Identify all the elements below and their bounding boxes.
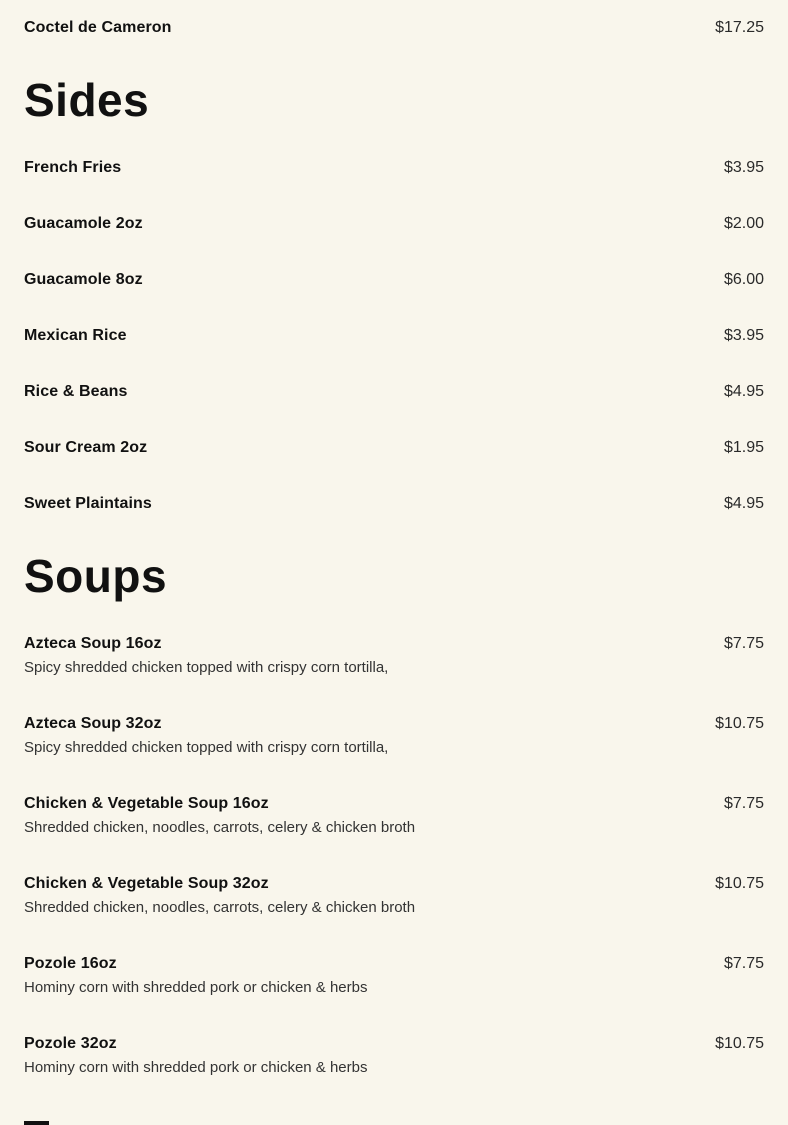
menu-item-price: $4.95 bbox=[723, 495, 764, 512]
menu-item[interactable] bbox=[24, 213, 764, 235]
menu-item-description: Spicy shredded chicken topped with crispy corn tortilla, bbox=[24, 739, 389, 756]
menu-item[interactable] bbox=[24, 325, 764, 347]
menu-item-name: Coctel de Cameron bbox=[24, 19, 172, 36]
menu-item[interactable] bbox=[24, 633, 764, 679]
menu-item-description: Hominy corn with shredded pork or chicken & herbs bbox=[24, 979, 368, 996]
menu-item[interactable] bbox=[24, 17, 764, 39]
menu-item-name: Azteca Soup 16oz bbox=[24, 635, 162, 652]
menu-item-price: $10.75 bbox=[715, 715, 764, 732]
menu-item-name: Azteca Soup 32oz bbox=[24, 715, 162, 732]
menu-item-name: Chicken & Vegetable Soup 16oz bbox=[24, 795, 269, 812]
menu-item-price: $3.95 bbox=[723, 159, 764, 176]
menu-item[interactable] bbox=[24, 953, 764, 999]
menu-item-name: Mexican Rice bbox=[24, 327, 127, 344]
menu-item-name: Pozole 32oz bbox=[24, 1035, 117, 1052]
menu-item-name: Sweet Plaintains bbox=[24, 495, 152, 512]
menu-item[interactable] bbox=[24, 269, 764, 291]
menu-item-name: French Fries bbox=[24, 159, 122, 176]
menu-item-price: $1.95 bbox=[723, 439, 764, 456]
menu-item-description: Shredded chicken, noodles, carrots, celery & chicken broth bbox=[24, 899, 416, 916]
menu-item[interactable] bbox=[24, 437, 764, 459]
menu-item-name: Chicken & Vegetable Soup 32oz bbox=[24, 875, 269, 892]
section-title-soups: Soups bbox=[24, 550, 168, 602]
menu-item-description: Spicy shredded chicken topped with crispy corn tortilla, bbox=[24, 659, 389, 676]
menu-item-name: Guacamole 2oz bbox=[24, 215, 143, 232]
menu-item[interactable] bbox=[24, 1033, 764, 1079]
menu-item-price: $3.95 bbox=[723, 327, 764, 344]
menu-item-name: Rice & Beans bbox=[24, 383, 128, 400]
menu-item-name: Pozole 16oz bbox=[24, 955, 117, 972]
menu-item-name: Sour Cream 2oz bbox=[24, 439, 148, 456]
menu-item[interactable] bbox=[24, 381, 764, 403]
menu-item[interactable] bbox=[24, 873, 764, 919]
menu-item-price: $10.75 bbox=[715, 875, 764, 892]
menu-item-description: Hominy corn with shredded pork or chicken & herbs bbox=[24, 1059, 368, 1076]
menu-item-description: Shredded chicken, noodles, carrots, celery & chicken broth bbox=[24, 819, 416, 836]
menu-item[interactable] bbox=[24, 713, 764, 759]
next-section-heading-fragment bbox=[24, 1121, 49, 1125]
menu-item-name: Guacamole 8oz bbox=[24, 271, 143, 288]
menu-item-price: $7.75 bbox=[723, 635, 764, 652]
menu-item-price: $7.75 bbox=[723, 795, 764, 812]
menu-item-price: $4.95 bbox=[723, 383, 764, 400]
menu-item-price: $6.00 bbox=[723, 271, 764, 288]
menu-item-price: $10.75 bbox=[715, 1035, 764, 1052]
menu-item-price: $17.25 bbox=[715, 19, 764, 36]
menu-item[interactable] bbox=[24, 793, 764, 839]
menu-item-price: $2.00 bbox=[723, 215, 764, 232]
menu-item[interactable] bbox=[24, 157, 764, 179]
menu-item[interactable] bbox=[24, 493, 764, 515]
section-title-sides: Sides bbox=[24, 74, 150, 126]
menu-item-price: $7.75 bbox=[723, 955, 764, 972]
